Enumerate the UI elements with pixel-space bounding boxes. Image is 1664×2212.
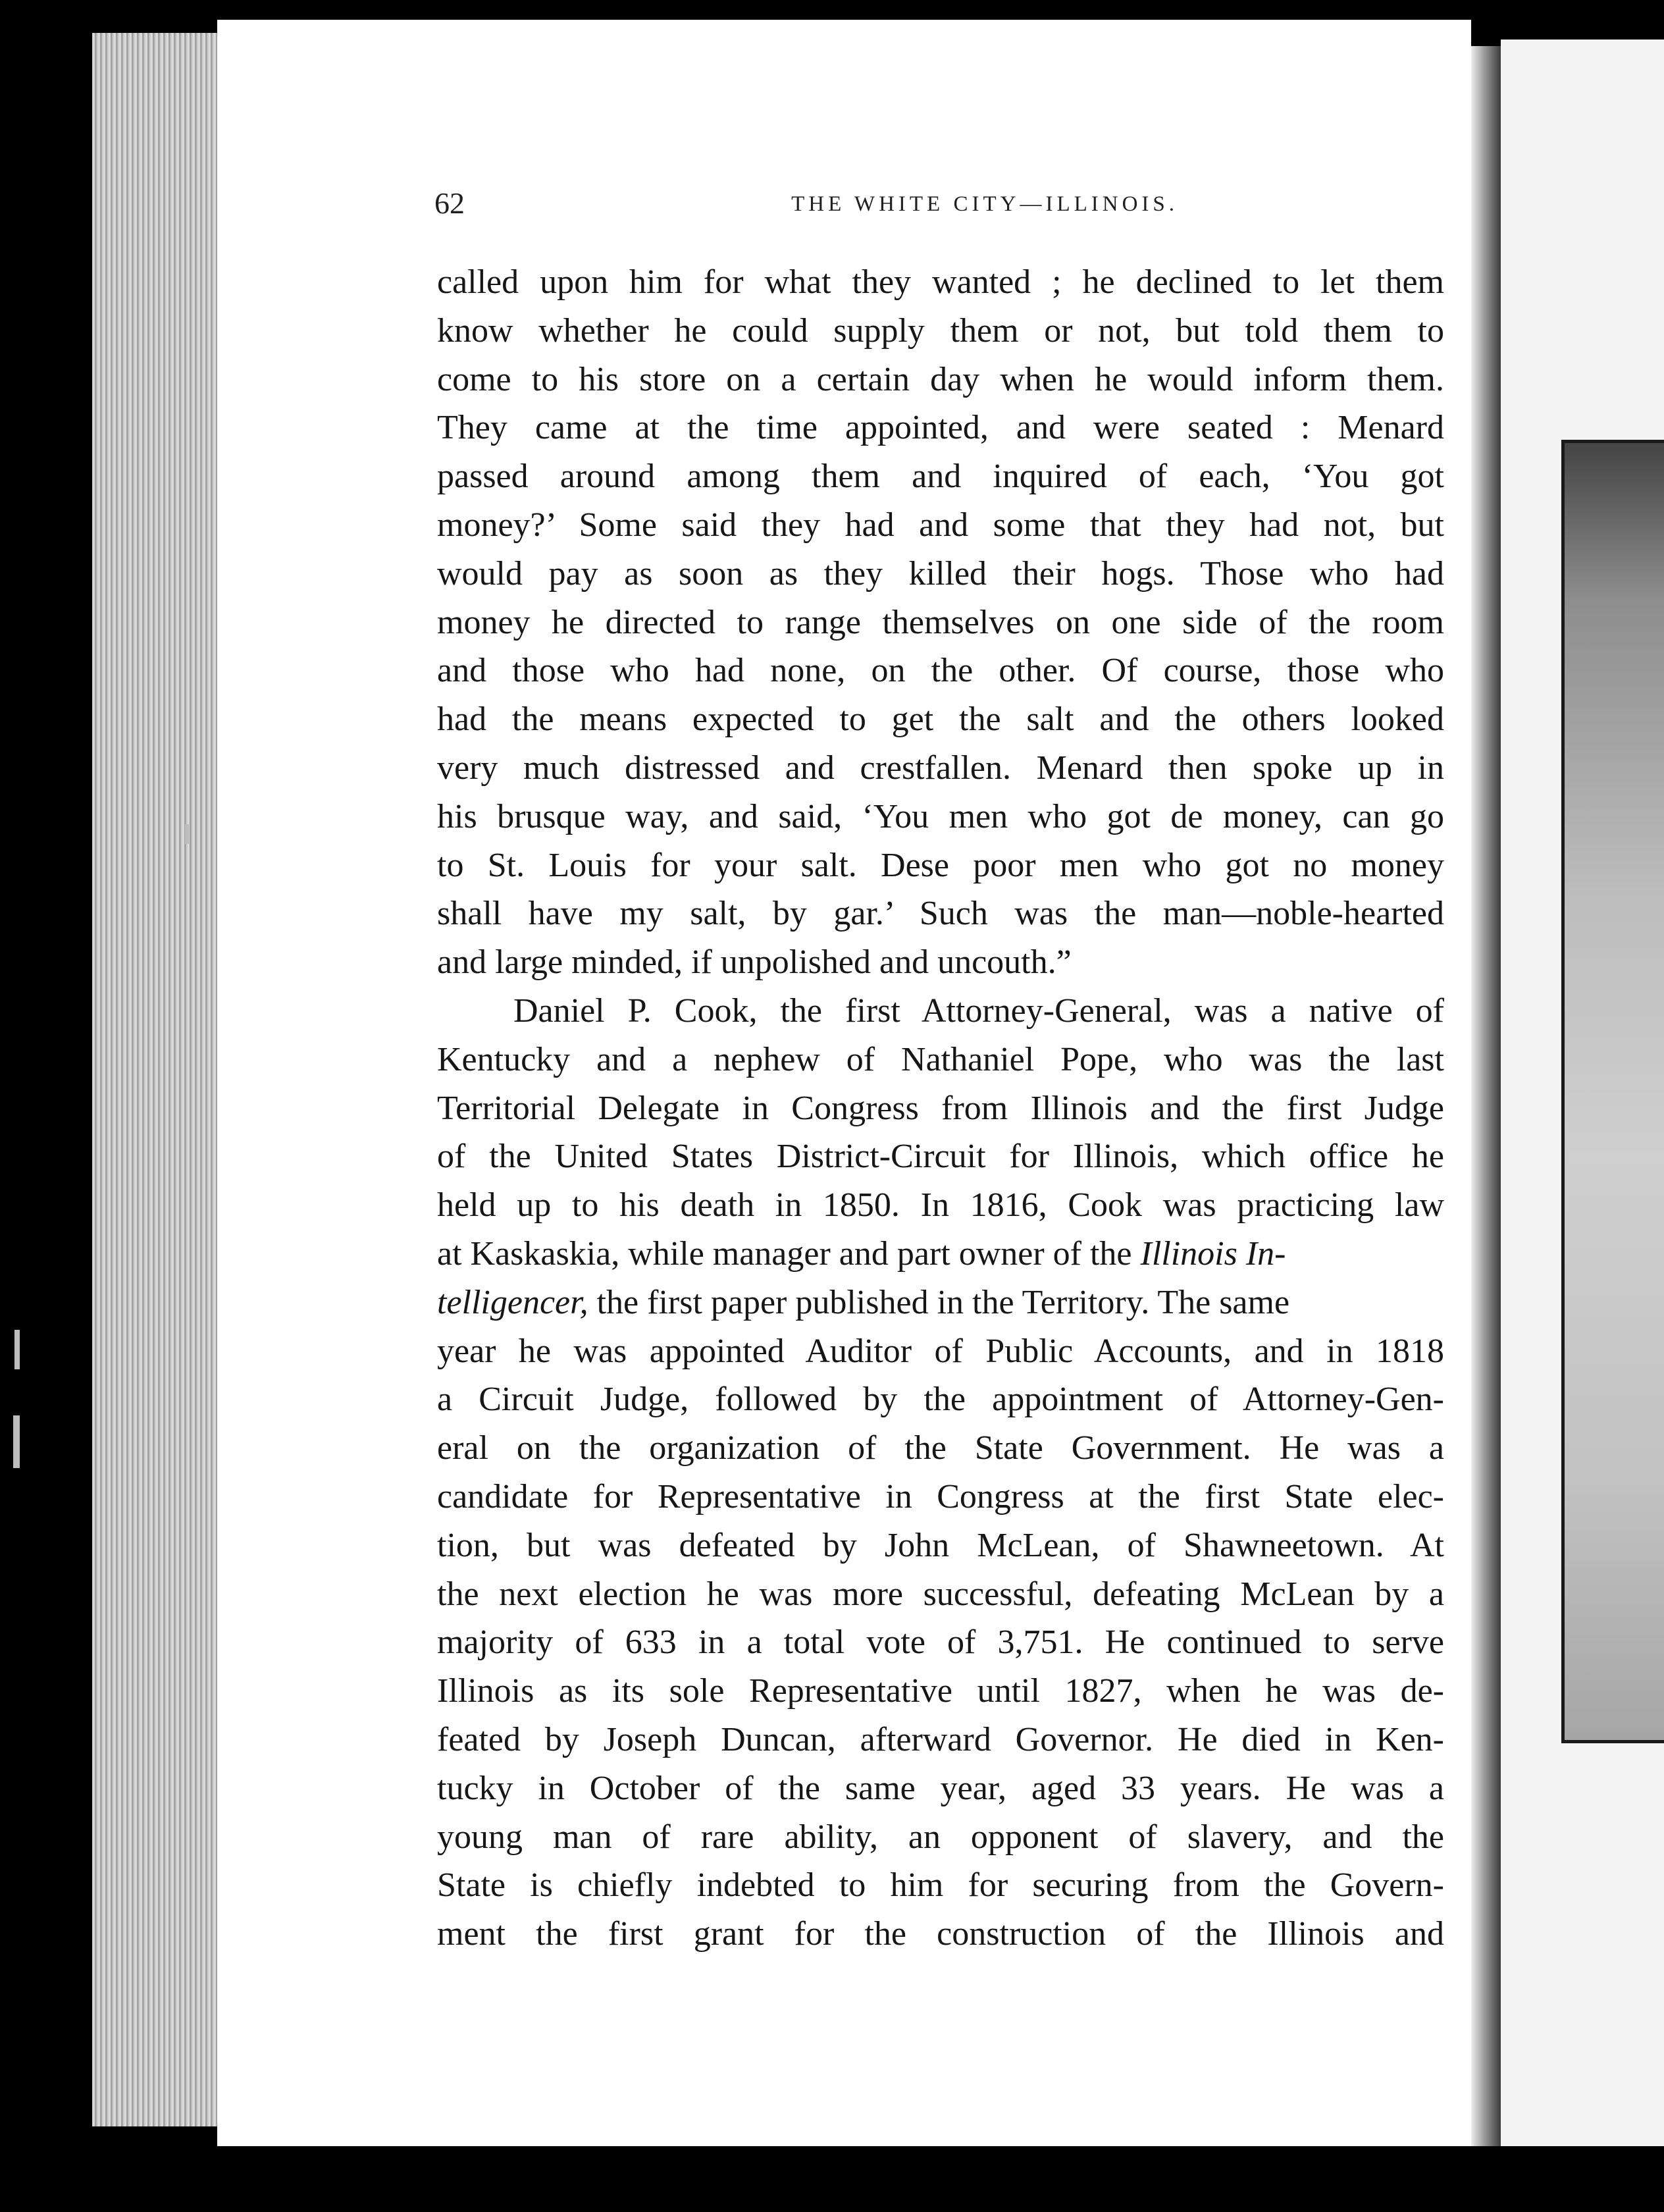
text-line: called upon him for what they wanted ; he declined to let them (437, 263, 1444, 301)
running-head (434, 186, 1178, 225)
text-line: year he was appointed Auditor of Public Accounts, and in 1818 (437, 1332, 1444, 1370)
text-segment: at Kaskaskia, while manager and part owner of the (437, 1234, 1132, 1273)
text-line: Illinois as its sole Representative until 1827, when he was de- (437, 1672, 1444, 1710)
text-line: and those who had none, on the other. Of course, those who (437, 652, 1444, 690)
edge-mark (13, 1415, 20, 1468)
page-number: 62 (434, 186, 465, 220)
text-line: of the United States District-Circuit for Illinois, which office he (437, 1138, 1444, 1176)
text-line: know whether he could supply them or not, but told them to (437, 311, 1444, 350)
text-line: to St. Louis for your salt. Dese poor men who got no money (437, 846, 1444, 884)
text-line: and large minded, if unpolished and uncouth.” (437, 943, 1072, 982)
text-line: young man of rare ability, an opponent of slavery, and the (437, 1818, 1444, 1856)
edge-mark (185, 824, 189, 844)
text-line: money he directed to range themselves on one side of the room (437, 603, 1444, 641)
text-line: very much distressed and crestfallen. Menard then spoke up in (437, 749, 1444, 787)
text-segment: the first paper published in the Territory. The same (596, 1283, 1290, 1321)
italic-title-segment: Illinois In- (1140, 1234, 1286, 1273)
facing-page-photograph (1561, 440, 1664, 1743)
text-line-mixed (437, 1230, 1444, 1278)
text-line: tucky in October of the same year, aged 33 years. He was a (437, 1769, 1444, 1807)
text-line: shall have my salt, by gar.’ Such was the man—noble-hearted (437, 895, 1444, 933)
text-line: Kentucky and a nephew of Nathaniel Pope, who was the last (437, 1040, 1444, 1078)
text-line: his brusque way, and said, ‘You men who got de money, can go (437, 797, 1444, 835)
running-head-title: THE WHITE CITY—ILLINOIS. (791, 192, 1178, 216)
text-line: would pay as soon as they killed their hogs. Those who had (437, 554, 1444, 592)
text-line: held up to his death in 1850. In 1816, Cook was practicing law (437, 1186, 1444, 1224)
text-line-mixed (437, 1278, 1444, 1327)
edge-mark (14, 1330, 20, 1369)
text-line: passed around among them and inquired of each, ‘You got (437, 458, 1444, 496)
italic-title-segment: telligencer, (437, 1283, 588, 1321)
text-line: Territorial Delegate in Congress from Illinois and the first Judge (437, 1089, 1444, 1127)
text-line: feated by Joseph Duncan, afterward Governor. He died in Ken- (437, 1720, 1444, 1758)
text-line: State is chiefly indebted to him for securing from the Govern- (437, 1866, 1444, 1905)
text-line: ment the first grant for the construction of the Illinois and (437, 1915, 1444, 1953)
body-text (437, 258, 1444, 1959)
text-line: come to his store on a certain day when he would inform them. (437, 360, 1444, 398)
text-line: eral on the organization of the State Government. He was a (437, 1429, 1444, 1467)
text-line: majority of 633 in a total vote of 3,751. He continued to serve (437, 1623, 1444, 1662)
text-line: candidate for Representative in Congress at the first State elec- (437, 1477, 1444, 1515)
text-line: tion, but was defeated by John McLean, of Shawneetown. At (437, 1526, 1444, 1564)
text-line: Daniel P. Cook, the first Attorney-General, was a native of (513, 991, 1444, 1030)
text-line: They came at the time appointed, and were seated : Menard (437, 409, 1444, 447)
text-line: money?’ Some said they had and some that they had not, but (437, 506, 1444, 544)
text-line: the next election he was more successful, defeating McLean by a (437, 1575, 1444, 1613)
text-line: had the means expected to get the salt and the others looked (437, 700, 1444, 739)
binding-gutter (1471, 46, 1501, 2146)
text-line: a Circuit Judge, followed by the appointment of Attorney-Gen- (437, 1381, 1444, 1419)
page-stack-edge (92, 33, 225, 2126)
